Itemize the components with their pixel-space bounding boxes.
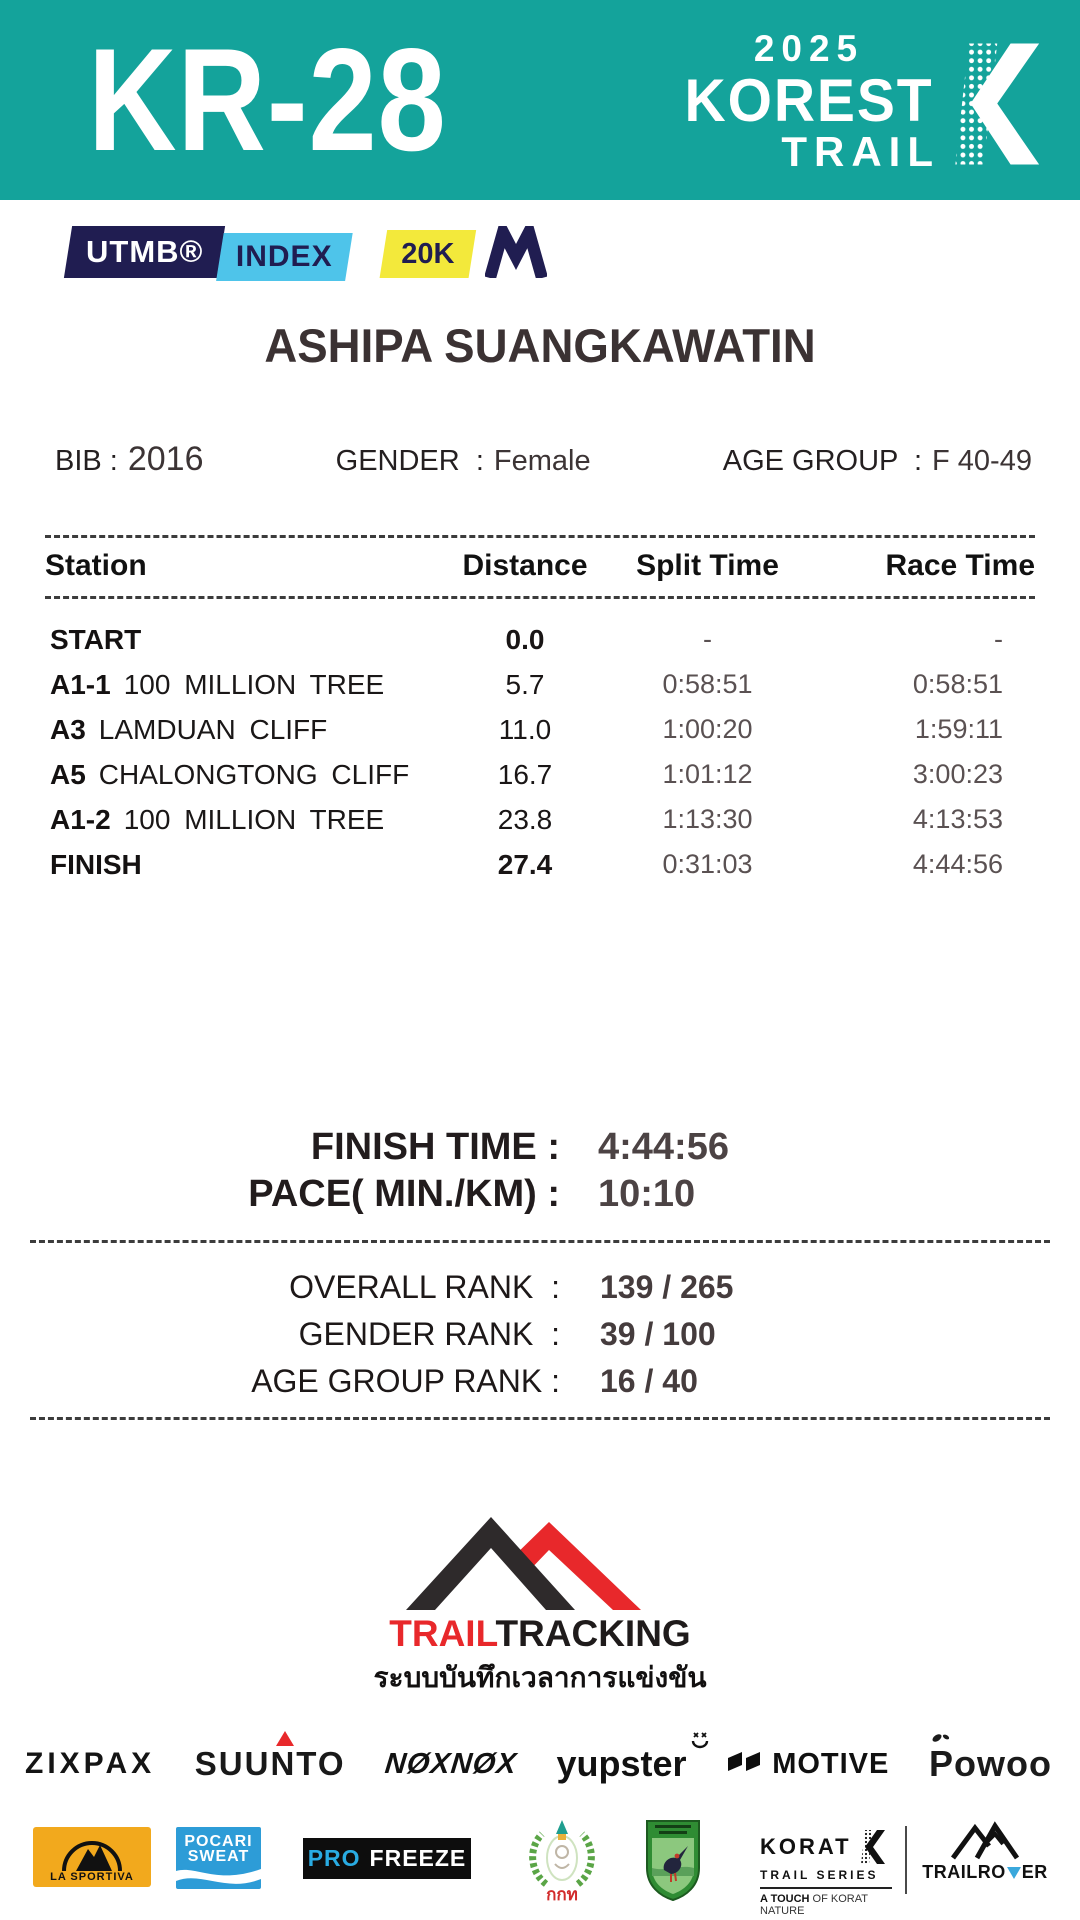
suunto-triangle-icon: [276, 1731, 294, 1746]
age-group-rank-value: 16 / 40: [600, 1363, 698, 1399]
utmb-box: [64, 226, 226, 278]
yupster-logo: [557, 1743, 687, 1785]
trailrover-v-icon: [1007, 1867, 1021, 1879]
ranks-divider: [30, 1417, 1050, 1420]
station-name: 100 MILLION TREE: [123, 668, 385, 700]
korat-trail-series-logo: [760, 1828, 908, 1917]
station-code: FINISH: [50, 848, 142, 880]
sponsor-row-1: [25, 1726, 1052, 1802]
pace-row: [0, 1171, 1080, 1218]
pocari-sweat-logo: [176, 1827, 261, 1889]
powoo-logo: [929, 1743, 1052, 1785]
table-row: [45, 617, 1035, 662]
station-code: A1-1: [50, 668, 111, 700]
trailtracking-thai-tagline: ระบบบันทึกเวลาการแข่งขัน: [373, 1662, 707, 1693]
finish-time-label: FINISH TIME :: [310, 1126, 560, 1168]
pro-freeze-logo: [303, 1838, 471, 1879]
header-band: [0, 0, 1080, 200]
distance-cell: 11.0: [498, 713, 552, 745]
yupster-wordmark: yupster: [556, 1743, 687, 1784]
runner-info-row: [55, 440, 1032, 479]
event-subname: TRAIL: [781, 128, 940, 175]
korat-x-icon: [856, 1828, 886, 1866]
table-row: [45, 842, 1035, 887]
motive-flags-icon: [726, 1751, 764, 1777]
finish-time-value: 4:44:56: [598, 1126, 729, 1168]
distance-cell: 5.7: [505, 668, 545, 700]
station-name: 100 MILLION TREE: [123, 803, 385, 835]
station-code: A5: [50, 758, 86, 790]
pocari-word-2: SWEAT: [187, 1848, 250, 1865]
sat-thai-text: กกท: [546, 1885, 578, 1904]
trailtracking-mountains-icon: [405, 1515, 645, 1611]
korest-x-icon: [942, 38, 1042, 170]
powoo-wordmark: Powoo: [929, 1743, 1052, 1784]
korat-tagline-bold: A TOUCH: [760, 1893, 810, 1905]
table-header-divider: [45, 596, 1035, 599]
race-time-cell: 4:44:56: [912, 849, 1003, 879]
tracking-word: TRACKING: [495, 1613, 691, 1654]
station-cell: [45, 804, 450, 836]
finish-time-row: [0, 1124, 1080, 1171]
station-name: LAMDUAN CLIFF: [98, 713, 328, 745]
trailrover-mountains-icon: [949, 1820, 1021, 1860]
race-time-cell: 0:58:51: [912, 669, 1003, 699]
split-time-cell: 1:13:30: [662, 804, 753, 834]
table-row: [45, 662, 1035, 707]
yupster-smiley-icon: [689, 1731, 711, 1751]
bib-label: BIB :: [55, 445, 118, 477]
sponsor-divider: [905, 1826, 907, 1894]
pocari-wave-icon: [176, 1863, 261, 1889]
age-group-value: F 40-49: [932, 445, 1032, 477]
split-time-cell: 1:01:12: [662, 759, 753, 789]
noxnox-logo: NØXNØX: [383, 1747, 519, 1780]
split-time-cell: 0:58:51: [662, 669, 753, 699]
gender-rank-row: [0, 1311, 1080, 1358]
zixpax-logo: ZIXPAX: [25, 1747, 156, 1780]
age-group-rank-label: AGE GROUP RANK :: [251, 1363, 560, 1399]
station-cell: [45, 714, 450, 746]
distance-cell: 23.8: [497, 803, 553, 835]
suunto-logo: [195, 1745, 346, 1783]
station-cell: [45, 669, 450, 701]
gender-label: GENDER :: [335, 445, 484, 477]
index-label: INDEX: [236, 240, 333, 273]
wildlife-sanctuary-emblem: [644, 1818, 702, 1907]
bib-group: [55, 440, 204, 479]
split-time-cell: 1:00:20: [662, 714, 753, 744]
trailrover-text-left: TRAILRO: [922, 1862, 1006, 1882]
station-cell: [45, 759, 450, 791]
splits-table: [45, 535, 1035, 887]
index-box: [216, 233, 352, 281]
sports-authority-emblem: [522, 1818, 602, 1909]
table-row: [45, 752, 1035, 797]
summary-block: [0, 1124, 1080, 1218]
station-header: Station: [45, 549, 147, 582]
overall-rank-row: [0, 1264, 1080, 1311]
pocari-word-1: POCARI: [184, 1833, 253, 1850]
table-body: [45, 617, 1035, 887]
split-time-cell: -: [703, 624, 712, 654]
powoo-leaf-icon: [931, 1731, 951, 1743]
korat-word: KORAT: [760, 1834, 852, 1859]
event-year: 2025: [753, 28, 865, 69]
overall-rank-label: OVERALL RANK :: [289, 1269, 560, 1305]
trailrover-text-right: ER: [1021, 1862, 1048, 1882]
station-name: CHALONGTONG CLIFF: [98, 758, 410, 790]
station-cell: [45, 624, 450, 656]
race-time-header: Race Time: [885, 549, 1035, 582]
age-group-rank-row: [0, 1358, 1080, 1405]
freeze-word: FREEZE: [369, 1845, 467, 1871]
trailrover-logo: [922, 1820, 1048, 1883]
pro-word: PRO: [307, 1845, 361, 1871]
race-time-cell: 1:59:11: [914, 714, 1003, 744]
sponsor-row-2: [0, 1816, 1080, 1920]
summary-divider: [30, 1240, 1050, 1243]
station-code: A3: [50, 713, 86, 745]
bib-value: 2016: [127, 440, 204, 478]
korat-tagline-rest: OF KORAT NATURE: [760, 1893, 868, 1917]
split-time-header: Split Time: [636, 549, 779, 582]
race-time-cell: 4:13:53: [912, 804, 1003, 834]
korat-divider-line: [760, 1887, 892, 1889]
trail-word: TRAIL: [389, 1613, 496, 1654]
gender-rank-label: GENDER RANK :: [298, 1316, 560, 1352]
motive-wordmark: MOTIVE: [772, 1747, 890, 1780]
gender-group: [336, 445, 591, 478]
la-sportiva-logo: [33, 1827, 151, 1887]
korat-tagline: [760, 1893, 908, 1917]
utmb-label: UTMB®: [86, 234, 204, 269]
la-sportiva-wordmark: LA SPORTIVA: [50, 1871, 134, 1883]
pace-label: PACE( MIN./KM) :: [248, 1173, 560, 1215]
distance-cell: 27.4: [497, 848, 553, 880]
table-header-row: [45, 538, 1035, 596]
distance-box: [380, 230, 477, 278]
split-time-cell: 0:31:03: [662, 849, 753, 879]
distance-label: 20K: [401, 237, 455, 270]
korat-wordmark-row: [760, 1828, 886, 1866]
ranks-block: [0, 1264, 1080, 1405]
age-group-label: AGE GROUP :: [722, 445, 923, 477]
race-time-cell: 3:00:23: [912, 759, 1003, 789]
distance-cell: 16.7: [497, 758, 553, 790]
la-sportiva-mountain-icon: [60, 1837, 124, 1871]
table-row: [45, 707, 1035, 752]
korest-trail-logo: [678, 28, 1042, 174]
gender-rank-value: 39 / 100: [600, 1316, 716, 1352]
pace-value: 10:10: [598, 1173, 696, 1215]
utmb-index-badge: [68, 226, 547, 278]
gender-value: Female: [493, 445, 591, 477]
korat-subtitle: TRAIL SERIES: [760, 1868, 879, 1882]
motive-logo: [726, 1748, 889, 1781]
runner-name: ASHIPA SUANGKAWATIN: [264, 319, 816, 372]
race-time-cell: -: [994, 624, 1003, 654]
trailtracking-wordmark: [0, 1613, 1080, 1655]
race-code: KR-28: [88, 18, 447, 181]
distance-cell: 0.0: [505, 623, 545, 655]
overall-rank-value: 139 / 265: [600, 1269, 734, 1305]
suunto-wordmark: SUUNTO: [194, 1745, 346, 1782]
korest-logo-text: [678, 28, 940, 174]
station-code: START: [50, 623, 142, 655]
station-code: A1-2: [50, 803, 111, 835]
age-group-group: [723, 445, 1032, 478]
event-name: KOREST: [684, 67, 934, 134]
table-row: [45, 797, 1035, 842]
distance-header: Distance: [462, 549, 588, 582]
mountain-m-icon: [485, 226, 547, 278]
trailrover-wordmark: [922, 1862, 1048, 1883]
station-cell: [45, 849, 450, 881]
